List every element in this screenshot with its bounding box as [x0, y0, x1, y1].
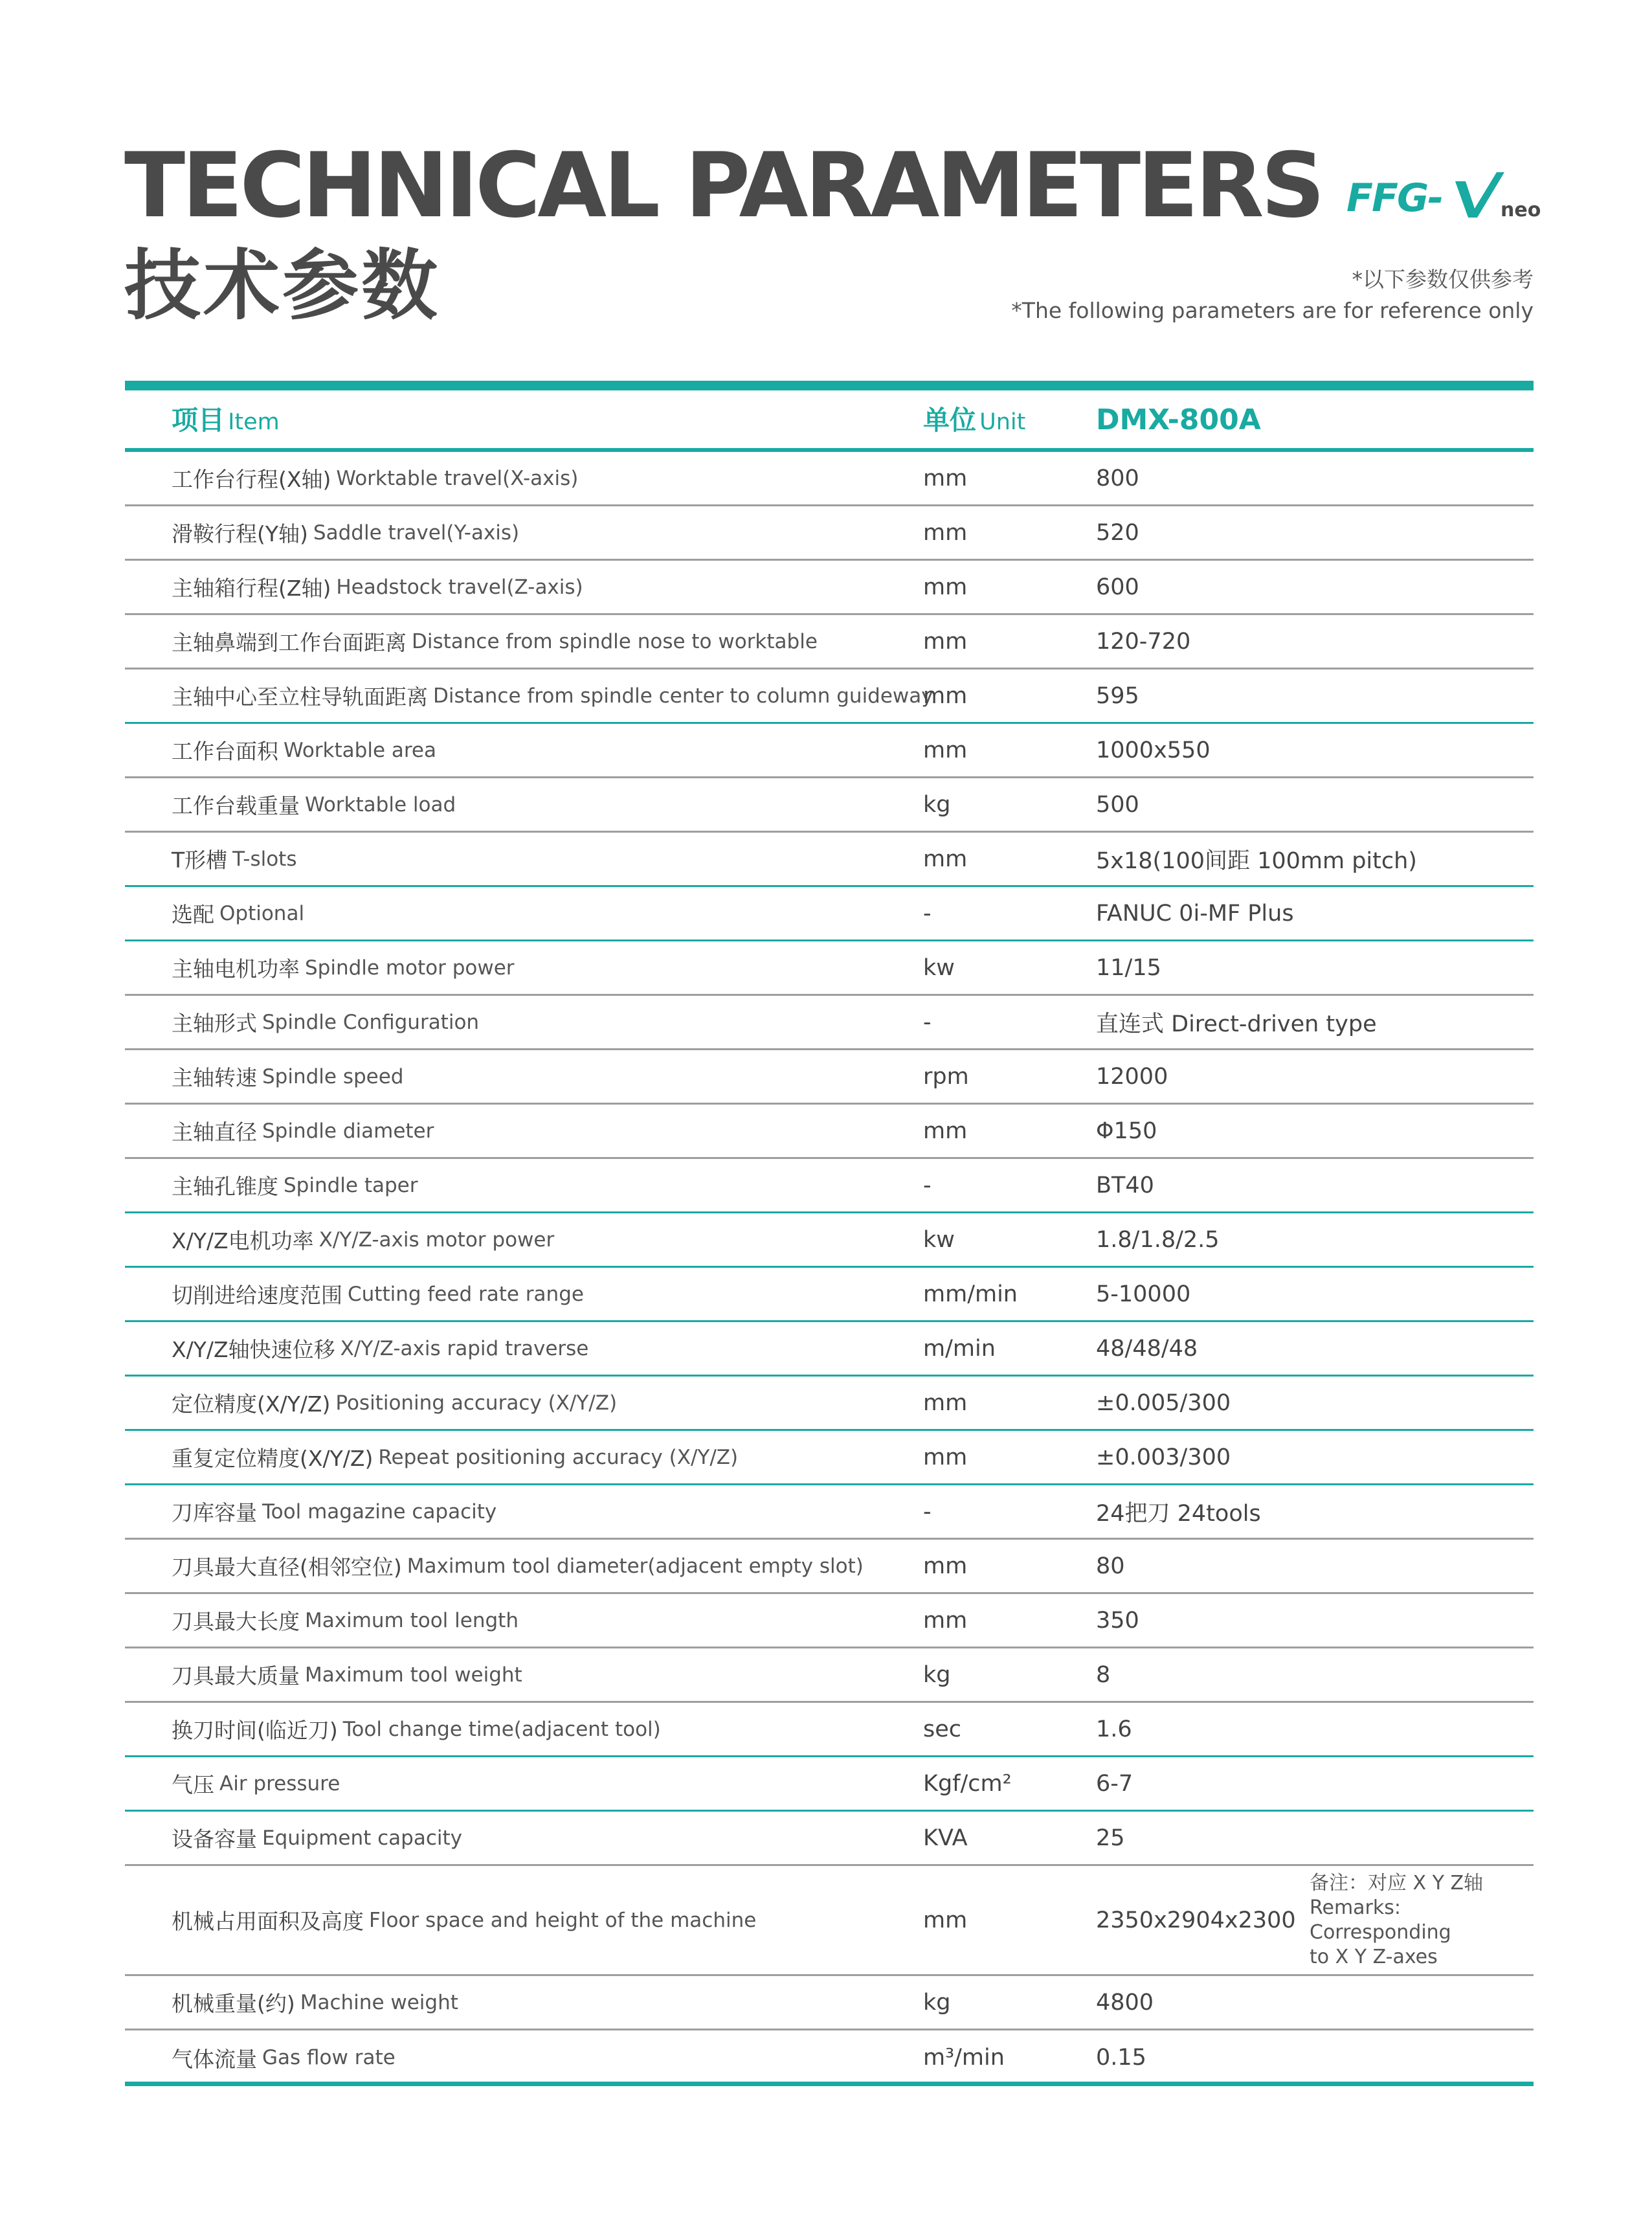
row-item [172, 724, 436, 776]
column-header-model: DMX-800A [1096, 403, 1261, 436]
reference-note-cn: *以下参数仅供参考 [1352, 267, 1534, 292]
row-unit-text: kg [923, 1661, 951, 1688]
row-unit [923, 1377, 967, 1429]
row-item [172, 669, 933, 722]
table-row [125, 506, 1534, 561]
row-value [1096, 452, 1139, 504]
row-value-text: 500 [1096, 791, 1139, 818]
row-item-cn: 主轴孔锥度 [172, 1174, 278, 1199]
reference-note-en: *The following parameters are for reference only [1011, 298, 1534, 323]
row-value-text: 直连式 Direct-driven type [1096, 1011, 1377, 1037]
row-item [172, 1540, 864, 1592]
row-value-text: 12000 [1096, 1063, 1168, 1090]
row-item-cn: 工作台载重量 [172, 793, 300, 818]
row-unit [923, 452, 967, 504]
row-unit-text: - [923, 1172, 932, 1198]
row-item-cn: 主轴电机功率 [172, 956, 300, 982]
row-item-cn: 刀库容量 [172, 1500, 257, 1525]
table-row [125, 1757, 1534, 1812]
row-unit-text: kw [923, 954, 955, 981]
row-unit-text: mm [923, 1907, 968, 1933]
row-value-text: FANUC 0i-MF Plus [1096, 900, 1294, 927]
row-value [1096, 1812, 1125, 1864]
row-item [172, 1159, 418, 1211]
row-item [172, 1812, 462, 1864]
row-item [172, 506, 519, 559]
row-unit [923, 1703, 961, 1755]
row-item-cn: 工作台面积 [172, 739, 278, 764]
row-value [1096, 2030, 1146, 2085]
row-unit [923, 941, 955, 994]
row-item [172, 1648, 522, 1701]
row-unit-text: mm [923, 628, 968, 655]
row-unit [923, 1485, 932, 1538]
row-item-en: Gas flow rate [262, 2046, 396, 2069]
table-row [125, 996, 1534, 1050]
row-item-cn: 刀具最大直径(相邻空位) [172, 1555, 402, 1580]
row-value [1096, 1540, 1125, 1592]
row-item [172, 1866, 756, 1974]
row-unit-text: mm [923, 846, 968, 872]
row-value [1096, 724, 1211, 776]
row-unit [923, 669, 967, 722]
row-unit-text: rpm [923, 1063, 969, 1090]
row-unit-text: kw [923, 1226, 955, 1253]
svg-text:neo: neo [1501, 199, 1541, 221]
row-item-cn: 主轴箱行程(Z轴) [172, 576, 331, 601]
row-item-en: Tool change time(adjacent tool) [342, 1717, 661, 1741]
table-row [125, 2030, 1534, 2085]
row-value [1096, 615, 1190, 668]
table-row [125, 724, 1534, 778]
row-value [1096, 669, 1139, 722]
row-value-text: 4800 [1096, 1989, 1154, 2016]
row-item-cn: 主轴形式 [172, 1011, 257, 1036]
row-value-text: 1000x550 [1096, 737, 1211, 763]
row-item-cn: 设备容量 [172, 1827, 257, 1852]
row-unit-text: mm [923, 519, 968, 546]
table-row [125, 452, 1534, 506]
row-remark-text: 备注：对应 X Y Z轴 Remarks: Corresponding to X Y Z-axes [1310, 1871, 1484, 1968]
row-unit [923, 561, 967, 613]
row-unit-text: KVA [923, 1825, 968, 1851]
row-item-cn: 主轴转速 [172, 1065, 257, 1090]
table-row [125, 1703, 1534, 1757]
page-title: TECHNICAL PARAMETERS [124, 133, 1323, 238]
row-item-cn: 切削进给速度范围 [172, 1283, 342, 1308]
row-value-text: Φ150 [1096, 1118, 1157, 1144]
row-value-text: 120-720 [1096, 628, 1191, 655]
row-item-cn: 刀具最大质量 [172, 1663, 300, 1689]
row-value-text: 520 [1096, 519, 1139, 546]
row-item [172, 941, 515, 994]
row-value-text: 25 [1096, 1825, 1125, 1851]
row-value [1096, 1648, 1110, 1701]
svg-text:FFG-: FFG- [1346, 175, 1443, 221]
row-value-text: 11/15 [1096, 954, 1161, 981]
brand-logo [1346, 170, 1541, 221]
table-row [125, 1105, 1534, 1159]
row-value-text: ±0.005/300 [1096, 1389, 1231, 1416]
row-item-en: Worktable area [284, 738, 436, 762]
row-item-cn: 主轴鼻端到工作台面距离 [172, 630, 407, 655]
row-value [1096, 1050, 1168, 1103]
row-value [1096, 1213, 1220, 1266]
table-row [125, 833, 1534, 887]
row-value-text: 24把刀 24tools [1096, 1500, 1261, 1527]
column-header-item: 项目 Item [172, 405, 280, 436]
row-value [1096, 1757, 1133, 1810]
row-item-en: X/Y/Z-axis motor power [318, 1228, 555, 1252]
row-value [1096, 1268, 1190, 1320]
row-item-en: Spindle taper [284, 1173, 418, 1197]
row-item [172, 1703, 661, 1755]
row-unit [923, 1159, 932, 1211]
row-item-en: Optional [219, 901, 305, 925]
row-item-cn: 刀具最大长度 [172, 1609, 300, 1634]
row-value [1096, 1377, 1231, 1429]
row-item-en: Tool magazine capacity [262, 1500, 497, 1523]
row-item [172, 887, 304, 939]
row-unit-text: - [923, 1498, 932, 1525]
row-unit-text: mm [923, 465, 968, 491]
row-item-en: Maximum tool diameter(adjacent empty slot) [407, 1554, 864, 1578]
row-item-en: Floor space and height of the machine [369, 1908, 757, 1932]
row-item-en: Saddle travel(Y-axis) [313, 521, 520, 545]
row-item [172, 561, 583, 613]
row-unit [923, 1268, 1018, 1320]
row-value [1096, 1866, 1296, 1974]
row-value [1096, 561, 1139, 613]
row-unit [923, 1050, 969, 1103]
table-row [125, 1540, 1534, 1594]
row-item-en: Maximum tool weight [305, 1663, 522, 1687]
row-unit [923, 887, 932, 939]
row-unit [923, 1322, 996, 1375]
row-unit-text: sec [923, 1716, 962, 1742]
row-unit-text: mm [923, 574, 968, 600]
row-item-en: Headstock travel(Z-axis) [336, 575, 583, 599]
table-row [125, 615, 1534, 669]
row-item-cn: 滑鞍行程(Y轴) [172, 521, 308, 546]
row-item-en: Spindle motor power [305, 956, 515, 980]
row-unit [923, 506, 967, 559]
row-item-cn: X/Y/Z电机功率 [172, 1228, 314, 1254]
table-row [125, 1594, 1534, 1648]
row-value [1096, 1976, 1154, 2029]
row-item-cn: 换刀时间(临近刀) [172, 1718, 338, 1743]
table-row [125, 1159, 1534, 1213]
row-item-cn: 机械占用面积及高度 [172, 1909, 364, 1934]
row-item-en: Repeat positioning accuracy (X/Y/Z) [378, 1445, 739, 1469]
row-unit [923, 1648, 951, 1701]
row-item-cn: 定位精度(X/Y/Z) [172, 1391, 331, 1417]
row-unit-text: mm [923, 1118, 968, 1144]
row-unit-text: kg [923, 1989, 951, 2016]
table-bottom-rule [125, 2082, 1534, 2086]
row-unit-text: mm [923, 737, 968, 763]
row-value-text: 2350x2904x2300 [1096, 1907, 1296, 1933]
row-unit [923, 996, 932, 1048]
row-unit [923, 1213, 955, 1266]
row-unit [923, 1976, 951, 2029]
row-value [1096, 1322, 1198, 1375]
table-row [125, 1377, 1534, 1431]
table-row [125, 1648, 1534, 1703]
row-value-text: 600 [1096, 574, 1139, 600]
row-item-en: Machine weight [300, 1990, 458, 2014]
row-value-text: 48/48/48 [1096, 1335, 1198, 1362]
parameter-table [125, 452, 1534, 2085]
row-value-text: 800 [1096, 465, 1139, 491]
row-unit [923, 1594, 967, 1647]
row-unit [923, 1812, 968, 1864]
row-unit-text: mm [923, 1553, 968, 1579]
row-item-cn: 气压 [172, 1772, 214, 1797]
row-item-cn: X/Y/Z轴快速位移 [172, 1337, 335, 1362]
row-unit [923, 724, 967, 776]
row-item-en: Worktable load [305, 793, 456, 816]
row-value-text: ±0.003/300 [1096, 1444, 1231, 1470]
row-unit-text: m/min [923, 1335, 996, 1362]
row-item [172, 778, 456, 831]
row-value-text: 8 [1096, 1661, 1111, 1688]
row-unit-text: mm/min [923, 1281, 1018, 1307]
row-item [172, 1268, 584, 1320]
row-item-en: Spindle Configuration [262, 1010, 480, 1034]
row-unit-text: mm [923, 682, 968, 709]
row-item-en: Distance from spindle center to column guideway [433, 684, 933, 708]
row-unit-text: m³/min [923, 2045, 1005, 2071]
row-value-text: 595 [1096, 682, 1139, 709]
row-value [1096, 1485, 1261, 1538]
table-row [125, 669, 1534, 724]
table-row [125, 1812, 1534, 1866]
row-item [172, 615, 818, 668]
row-item-en: X/Y/Z-axis rapid traverse [340, 1336, 589, 1360]
row-item-en: T-slots [232, 847, 297, 871]
row-item-cn: 选配 [172, 902, 214, 927]
row-item [172, 833, 296, 885]
table-row [125, 1050, 1534, 1105]
row-value [1096, 1105, 1157, 1157]
row-item [172, 1976, 458, 2029]
row-unit-text: kg [923, 791, 951, 818]
table-row [125, 561, 1534, 615]
row-value [1096, 1594, 1139, 1647]
row-item [172, 1431, 738, 1483]
row-item-cn: 重复定位精度(X/Y/Z) [172, 1446, 374, 1471]
row-item-en: Worktable travel(X-axis) [336, 466, 579, 490]
page-title-cn: 技术参数 [124, 241, 441, 330]
row-item-en: Spindle diameter [262, 1119, 434, 1143]
row-item [172, 1105, 434, 1157]
row-unit-text: mm [923, 1389, 968, 1416]
row-value [1096, 1703, 1132, 1755]
row-value-text: 5x18(100间距 100mm pitch) [1096, 848, 1417, 874]
row-unit [923, 1540, 967, 1592]
row-item-en: Air pressure [219, 1771, 340, 1795]
row-unit [923, 1431, 967, 1483]
table-row [125, 1866, 1534, 1976]
row-item [172, 1594, 519, 1647]
row-item [172, 1213, 554, 1266]
row-item [172, 1322, 588, 1375]
row-unit [923, 1105, 967, 1157]
table-row [125, 1213, 1534, 1268]
row-item [172, 1050, 403, 1103]
row-unit-text: - [923, 900, 932, 927]
table-row [125, 1976, 1534, 2030]
row-item [172, 996, 479, 1048]
row-unit [923, 2030, 1005, 2085]
row-value-text: 1.6 [1096, 1716, 1132, 1742]
row-value [1096, 941, 1161, 994]
row-item [172, 452, 578, 504]
row-value [1096, 833, 1417, 885]
row-item-en: Equipment capacity [262, 1826, 463, 1850]
row-value [1096, 1159, 1154, 1211]
row-item-cn: T形槽 [172, 848, 228, 873]
table-row [125, 1268, 1534, 1322]
row-item-en: Spindle speed [262, 1064, 404, 1088]
row-unit-text: Kgf/cm² [923, 1770, 1012, 1797]
row-unit-text: mm [923, 1607, 968, 1634]
row-unit [923, 615, 967, 668]
row-value-text: 6-7 [1096, 1770, 1133, 1797]
row-item-cn: 工作台行程(X轴) [172, 467, 331, 492]
row-item-cn: 气体流量 [172, 2046, 257, 2072]
row-value-text: 5-10000 [1096, 1281, 1191, 1307]
row-item [172, 1377, 617, 1429]
table-row [125, 887, 1534, 941]
column-header-unit: 单位 Unit [923, 405, 1026, 436]
row-item-en: Positioning accuracy (X/Y/Z) [335, 1391, 618, 1415]
row-value-text: BT40 [1096, 1172, 1154, 1198]
row-item-en: Distance from spindle nose to worktable [412, 629, 818, 653]
row-value [1096, 778, 1139, 831]
table-top-rule [125, 381, 1534, 390]
row-value-text: 0.15 [1096, 2045, 1146, 2071]
row-unit-text: mm [923, 1444, 968, 1470]
row-unit [923, 833, 967, 885]
row-remark [1310, 1866, 1534, 1974]
row-item [172, 1757, 340, 1810]
row-value [1096, 506, 1139, 559]
row-item-cn: 主轴直径 [172, 1119, 257, 1145]
row-item-en: Cutting feed rate range [348, 1282, 584, 1306]
row-value-text: 350 [1096, 1607, 1139, 1634]
table-row [125, 941, 1534, 996]
row-unit [923, 1757, 1012, 1810]
row-item [172, 2030, 396, 2085]
row-item-en: Maximum tool length [305, 1608, 519, 1632]
table-row [125, 1485, 1534, 1540]
row-value [1096, 1431, 1231, 1483]
row-unit-text: - [923, 1009, 932, 1035]
row-value [1096, 887, 1294, 939]
table-row [125, 1322, 1534, 1377]
row-value [1096, 996, 1377, 1048]
row-item [172, 1485, 497, 1538]
row-value-text: 80 [1096, 1553, 1125, 1579]
table-row [125, 1431, 1534, 1485]
row-item-cn: 机械重量(约) [172, 1991, 295, 2016]
row-item-cn: 主轴中心至立柱导轨面距离 [172, 684, 428, 710]
row-unit [923, 1866, 967, 1974]
row-value-text: 1.8/1.8/2.5 [1096, 1226, 1220, 1253]
table-row [125, 778, 1534, 833]
row-unit [923, 778, 951, 831]
